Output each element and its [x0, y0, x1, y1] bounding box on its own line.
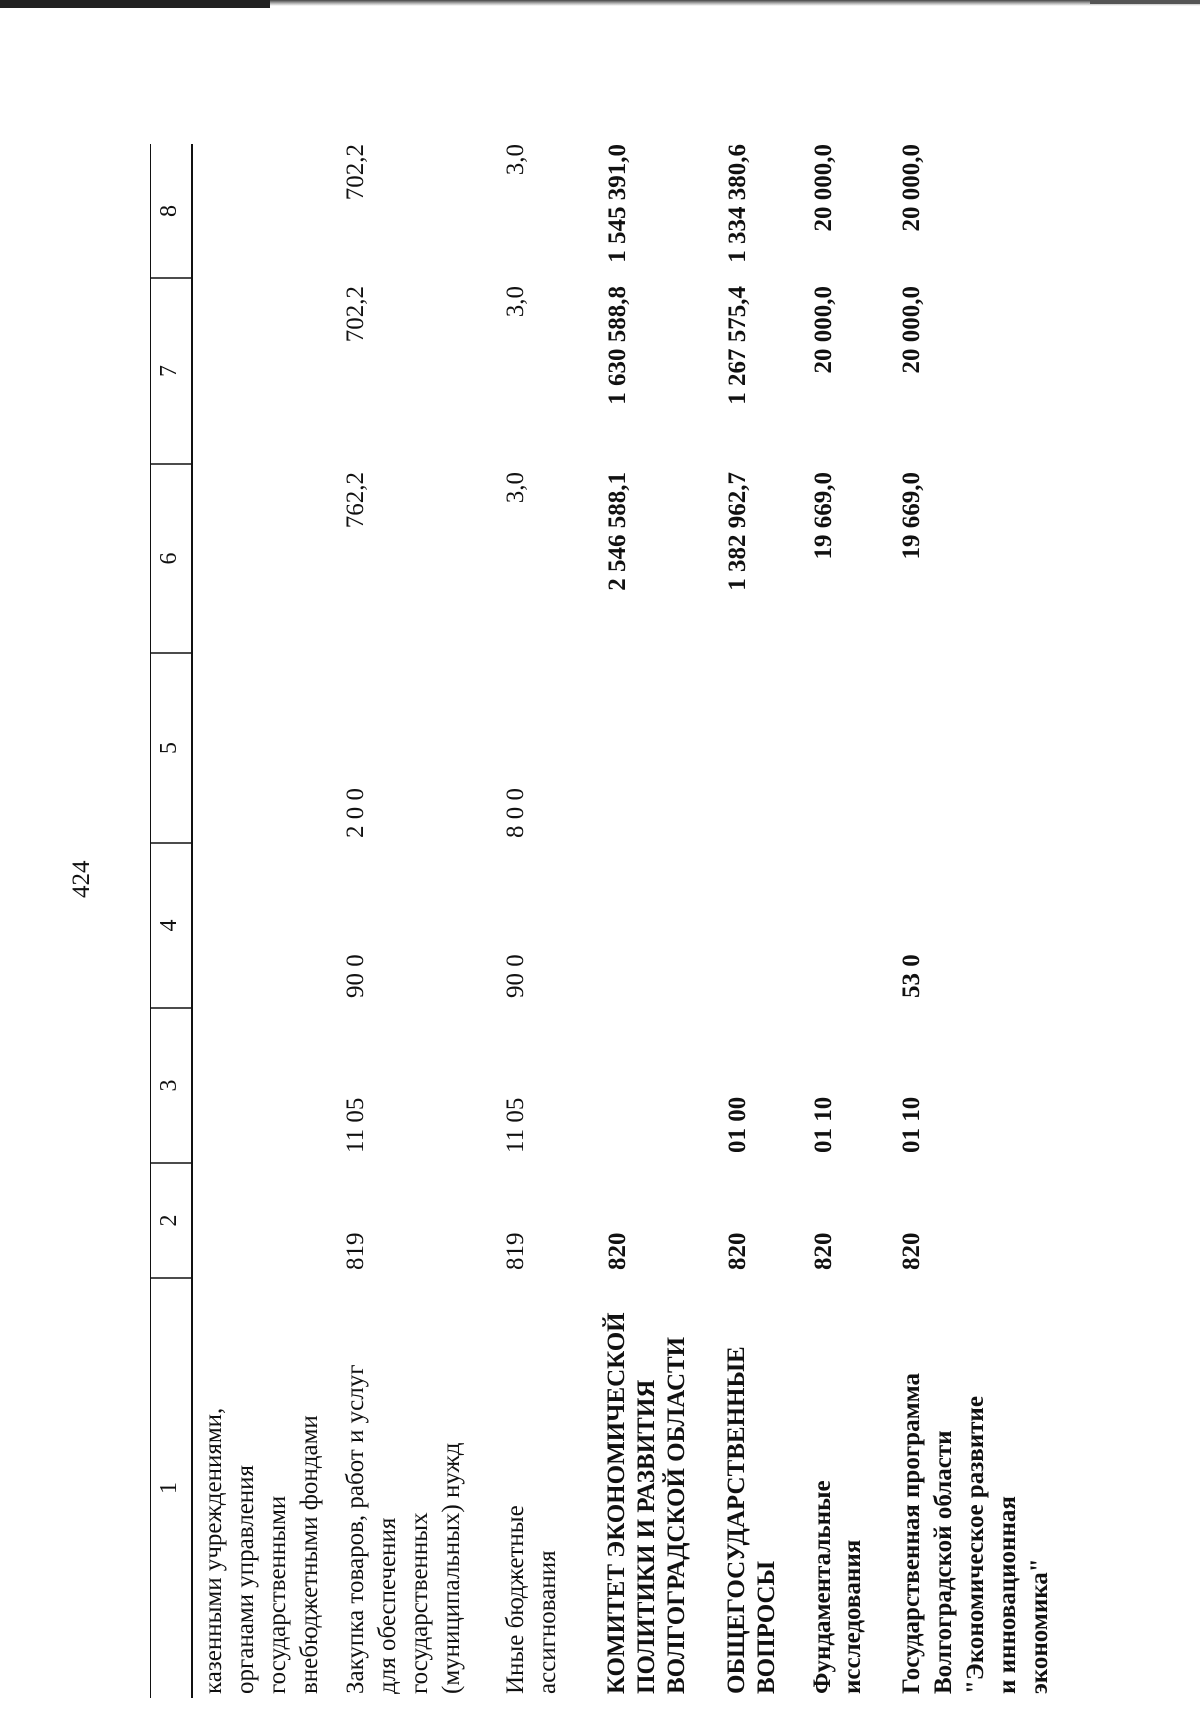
cell-amount-col8: 1 334 380,6 — [724, 144, 751, 263]
cell-section-code: 01 10 — [898, 1096, 925, 1153]
name-line: ВОЛГОГРАДСКОЙ ОБЛАСТИ — [663, 1336, 690, 1694]
name-line: Закупка товаров, работ и услуг — [342, 1364, 369, 1694]
cell-target-code: 90 0 — [502, 954, 529, 998]
cell-ministry-code: 819 — [342, 1232, 369, 1270]
cell-expense-type: 2 0 0 — [342, 788, 369, 838]
cell-ministry-code: 820 — [810, 1232, 837, 1270]
column-header: 8 — [156, 205, 182, 217]
scan-mark — [1090, 0, 1200, 4]
name-line: Фундаментальные — [809, 1480, 836, 1694]
scan-mark — [0, 0, 270, 8]
cell-amount-col8: 20 000,0 — [810, 144, 837, 232]
table-row-name — [722, 1274, 782, 1694]
name-line: "Экономическое развитие — [962, 1396, 989, 1694]
table-row-name — [500, 1284, 564, 1694]
cell-ministry-code: 819 — [502, 1232, 529, 1270]
cell-amount-col6: 19 669,0 — [810, 472, 837, 560]
column-header: 6 — [156, 552, 182, 565]
name-line: и инновационная — [994, 1496, 1021, 1694]
cell-target-code: 90 0 — [342, 954, 369, 998]
cell-amount-col6: 2 546 588,1 — [604, 472, 631, 591]
cell-ministry-code: 820 — [604, 1232, 631, 1270]
rotated-document-page — [68, 138, 1180, 1698]
name-line: внебюджетными фондами — [296, 1415, 323, 1694]
cell-amount-col8: 1 545 391,0 — [604, 144, 631, 263]
cell-amount-col6: 1 382 962,7 — [724, 472, 751, 591]
cell-section-code: 01 00 — [724, 1096, 751, 1153]
name-line: Волгоградской области — [930, 1430, 957, 1694]
name-line: (муниципальных) нужд — [438, 1442, 465, 1694]
name-line: казенными учреждениями, — [200, 1407, 227, 1694]
name-line: государственными — [264, 1495, 291, 1694]
cell-amount-col6: 762,2 — [342, 472, 369, 529]
cell-section-code: 11 05 — [502, 1097, 529, 1153]
cell-amount-col7: 702,2 — [342, 286, 369, 343]
name-line: ассигнования — [534, 1550, 561, 1694]
cell-ministry-code: 820 — [724, 1232, 751, 1270]
name-line: ВОПРОСЫ — [753, 1560, 780, 1694]
cell-amount-col7: 20 000,0 — [810, 286, 837, 374]
name-line: исследования — [839, 1539, 866, 1694]
table-row-name — [896, 1264, 1056, 1694]
cell-amount-col8: 20 000,0 — [898, 144, 925, 232]
cell-amount-col6: 3,0 — [502, 472, 529, 504]
table-row-name — [198, 1284, 326, 1694]
name-line: для обеспечения — [374, 1517, 401, 1694]
cell-amount-col8: 3,0 — [502, 144, 529, 176]
name-line: органами управления — [232, 1464, 259, 1694]
column-header: 7 — [156, 365, 182, 377]
column-header: 5 — [156, 742, 182, 754]
cell-amount-col7: 3,0 — [502, 286, 529, 318]
cell-amount-col6: 19 669,0 — [898, 472, 925, 560]
cell-amount-col7: 20 000,0 — [898, 286, 925, 374]
cell-amount-col7: 1 267 575,4 — [724, 286, 751, 405]
column-header: 1 — [156, 1482, 182, 1494]
table-row-name — [602, 1274, 692, 1694]
column-header: 4 — [156, 919, 182, 932]
name-line: экономика" — [1026, 1558, 1053, 1694]
name-line: КОМИТЕТ ЭКОНОМИЧЕСКОЙ — [603, 1312, 630, 1694]
cell-expense-type: 8 0 0 — [502, 788, 529, 838]
name-line: Государственная программа — [898, 1373, 925, 1694]
name-line: Иные бюджетные — [502, 1505, 529, 1694]
column-header: 3 — [156, 1079, 182, 1092]
table-row-name — [340, 1274, 468, 1694]
name-line: государственных — [406, 1512, 433, 1694]
page-number: 424 — [68, 860, 95, 898]
cell-section-code: 01 10 — [810, 1096, 837, 1153]
table-row-name — [808, 1274, 868, 1694]
cell-target-code: 53 0 — [898, 954, 925, 998]
cell-ministry-code: 820 — [898, 1232, 925, 1270]
cell-amount-col7: 1 630 588,8 — [604, 286, 631, 405]
cell-amount-col8: 702,2 — [342, 144, 369, 201]
name-line: ПОЛИТИКИ И РАЗВИТИЯ — [633, 1379, 660, 1694]
name-line: ОБЩЕГОСУДАРСТВЕННЫЕ — [723, 1346, 750, 1694]
cell-section-code: 11 05 — [342, 1097, 369, 1153]
column-header: 2 — [156, 1214, 182, 1227]
